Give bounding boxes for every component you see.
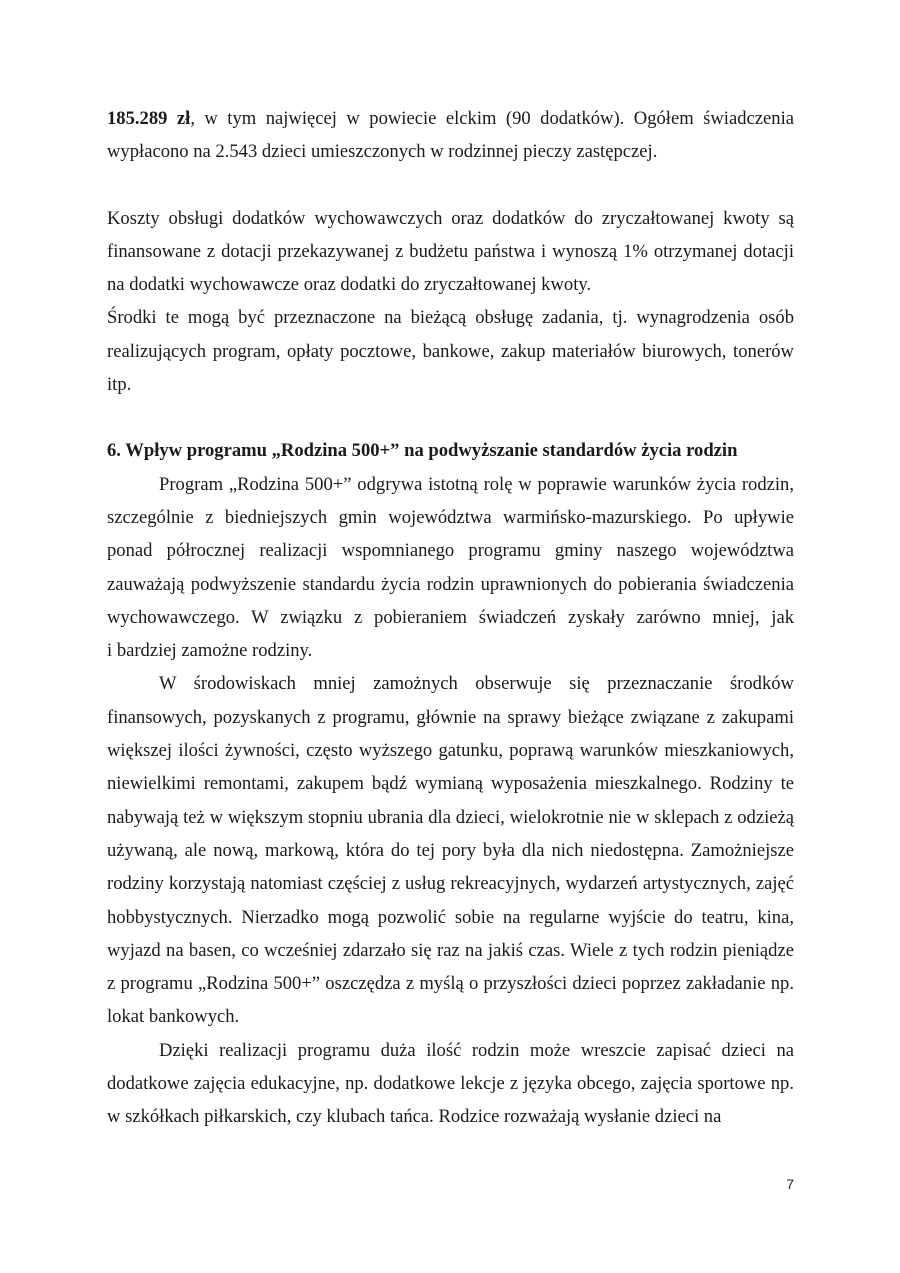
paragraph-program-role: Program „Rodzina 500+” odgrywa istotną rolę w poprawie warunków życia rodzin, szczególnie z biedniejszych gmin województwa warmińsko-mazurskiego. Po upływie ponad półrocznej realizacji wspomnianego programu gminy naszego województwa zauważają podwyższenie standardu życia rodzin uprawnionych do pobierania świadczenia wychowawczego. W związku z pobieraniem świadczeń zyskały zarówno mniej, jak (107, 473, 794, 628)
paragraph-service-costs: Koszty obsługi dodatków wychowawczych oraz dodatków do zryczałtowanej kwoty są finansowane z dotacji przekazywanej z budżetu państwa i wynoszą 1% otrzymanej dotacji na dodatki wychowawcze oraz dodatki do zryczałtowanej kwoty. (107, 207, 794, 296)
paragraph-allowance-totals (107, 102, 794, 169)
paragraph-spending-patterns: W środowiskach mniej zamożnych obserwuje się przeznaczanie środków finansowych, pozyskanych z programu, głównie na sprawy bieżące związane z zakupami większej ilości żywności, często wyższego gatunku, poprawą warunków mieszkaniowych, niewielkimi remontami, zakupem bądź wymianą wyposażenia mieszkalnego. Rodziny te nabywają też w większym stopniu ubrania dla dzieci, wielokrotnie nie w sklepach z odzieżą używaną, ale nową, markową, która do tej pory była dla nich niedostępna. Zamożniejsze rodziny korzystają natomiast częściej z usług rekreacyjnych, wydarzeń artystycznych, zajęć hobbystycznych. Nierzadko mogą pozwolić sobie na regularne wyjście do teatru, kina, wyjazd na basen, co wcześniej zdarzało się raz na jakiś czas. Wiele z tych rodzin pieniądze z programu „Rodzina 500+” oszczędza z myślą o przyszłości dzieci poprzez zakładanie np. lokat bankowych. (107, 673, 794, 1028)
paragraph-education: Dzięki realizacji programu duża ilość rodzin może wreszcie zapisać dzieci na dodatkowe zajęcia edukacyjne, np. dodatkowe lekcje z języka obcego, zajęcia sportowe np. w szkółkach piłkarskich, czy klubach tańca. Rodzice rozważają wysłanie dzieci na (107, 1039, 794, 1128)
paragraph-funds-usage: Środki te mogą być przeznaczone na bieżącą obsługę zadania, tj. wynagrodzenia osób realizujących program, opłaty pocztowe, bankowe, zakup materiałów biurowych, tonerów itp. (107, 307, 794, 396)
section-heading: 6. Wpływ programu „Rodzina 500+” na podwyższanie standardów życia rodzin (107, 440, 738, 462)
paragraph-program-role-tail: i bardziej zamożne rodziny. (107, 640, 313, 662)
amount-bold: 185.289 zł (107, 108, 191, 129)
paragraph-text: , w tym najwięcej w powiecie elckim (90 dodatków). Ogółem świadczenia wypłacono na 2.543 dzieci umieszczonych w rodzinnej pieczy zastępczej. (107, 108, 794, 163)
page-number: 7 (786, 1176, 794, 1192)
page-body (107, 102, 794, 1134)
